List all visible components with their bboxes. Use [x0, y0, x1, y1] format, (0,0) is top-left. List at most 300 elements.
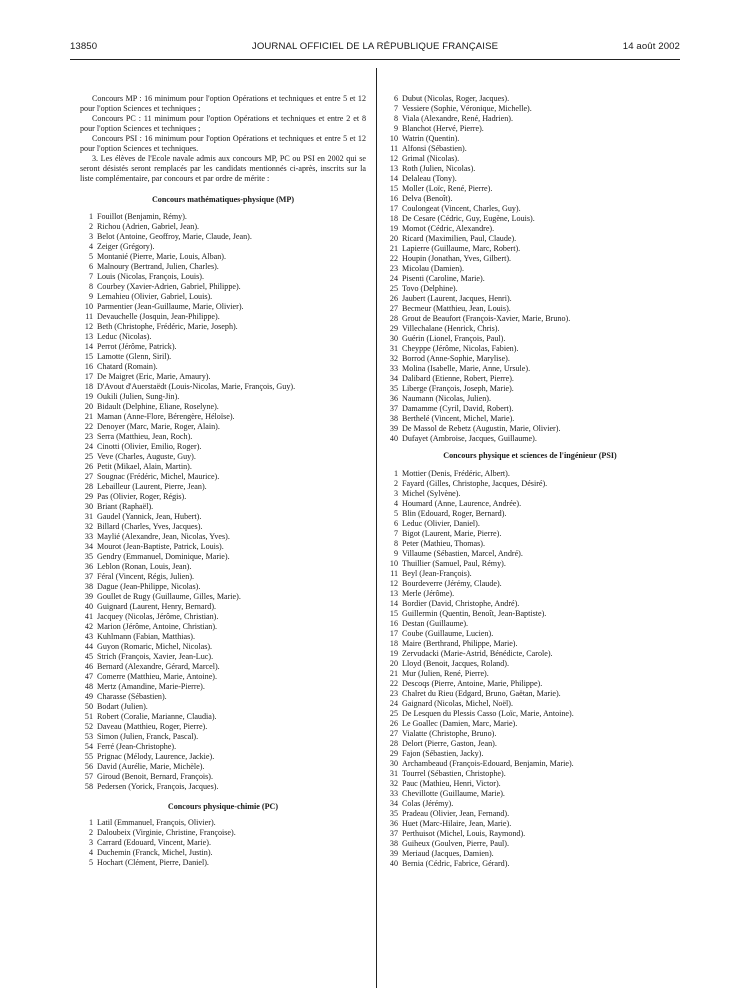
list-item — [385, 849, 675, 859]
candidate-name: Lamotte (Glenn, Siril). — [97, 352, 172, 361]
rank-number: 41 — [84, 612, 93, 621]
candidate-name: Archambeaud (François-Edouard, Benjamin, Marie). — [402, 759, 574, 768]
rank-number: 44 — [84, 642, 93, 651]
rank-number: 17 — [389, 204, 398, 213]
list-item — [385, 194, 675, 204]
candidate-name: Ricard (Maximilien, Paul, Claude). — [402, 234, 517, 243]
rank-number: 34 — [84, 542, 93, 551]
candidate-name: Guérin (Lionel, François, Paul). — [402, 334, 506, 343]
rank-number: 35 — [389, 384, 398, 393]
candidate-name: Pradeau (Olivier, Jean, Fernand). — [402, 809, 510, 818]
candidate-name: Borrod (Anne-Sophie, Marylise). — [402, 354, 510, 363]
rank-number: 11 — [85, 312, 93, 321]
list-pc-part-1 — [80, 818, 366, 868]
candidate-name: Prignac (Mélody, Laurence, Jackie). — [97, 752, 215, 761]
rank-number: 13 — [84, 332, 93, 341]
candidate-name: Giroud (Benoit, Bernard, François). — [97, 772, 213, 781]
rank-number: 29 — [389, 749, 398, 758]
rank-number: 19 — [389, 649, 398, 658]
rank-number: 20 — [84, 402, 93, 411]
rank-number: 25 — [389, 709, 398, 718]
rank-number: 18 — [389, 639, 398, 648]
candidate-name: Pas (Olivier, Roger, Régis). — [97, 492, 187, 501]
list-item — [385, 619, 675, 629]
candidate-name: Leblon (Ronan, Louis, Jean). — [97, 562, 192, 571]
list-item — [80, 432, 366, 442]
candidate-name: Bodart (Julien). — [97, 702, 148, 711]
list-item — [80, 828, 366, 838]
list-item — [385, 224, 675, 234]
candidate-name: De Maigret (Eric, Marie, Amaury). — [97, 372, 211, 381]
candidate-name: Latil (Emmanuel, François, Olivier). — [97, 818, 216, 827]
list-item — [385, 414, 675, 424]
candidate-name: Maman (Anne-Flore, Bérengère, Héloïse). — [97, 412, 235, 421]
candidate-name: Mottier (Denis, Frédéric, Albert). — [402, 469, 510, 478]
candidate-name: David (Aurélie, Marie, Michèle). — [97, 762, 205, 771]
list-item — [385, 729, 675, 739]
candidate-name: Moller (Loïc, René, Pierre). — [402, 184, 493, 193]
rank-number: 14 — [389, 174, 398, 183]
candidate-name: Becmeur (Matthieu, Jean, Louis). — [402, 304, 511, 313]
candidate-name: Thuillier (Samuel, Paul, Rémy). — [402, 559, 506, 568]
rank-number: 53 — [84, 732, 93, 741]
list-item — [80, 312, 366, 322]
list-item — [385, 539, 675, 549]
list-item — [385, 719, 675, 729]
list-item — [385, 254, 675, 264]
rank-number: 15 — [84, 352, 93, 361]
list-item — [80, 682, 366, 692]
list-item — [385, 469, 675, 479]
candidate-name: Lebailleur (Laurent, Pierre, Jean). — [97, 482, 207, 491]
rank-number: 30 — [389, 759, 398, 768]
list-item — [385, 489, 675, 499]
intro-line-pc: Concours PC : 11 minimum pour l'option Opérations et techniques et entre 2 et 8 pour l'option Sciences et techniques ; — [80, 114, 366, 133]
list-item — [80, 622, 366, 632]
list-item — [80, 742, 366, 752]
candidate-name: Pauc (Mathieu, Henri, Victor). — [402, 779, 501, 788]
list-item — [80, 222, 366, 232]
list-item — [385, 124, 675, 134]
section-title-psi: Concours physique et sciences de l'ingénieur (PSI) — [443, 451, 617, 460]
rank-number: 1 — [393, 469, 398, 478]
list-item — [385, 739, 675, 749]
rank-number: 19 — [84, 392, 93, 401]
rank-number: 6 — [393, 519, 398, 528]
right-column — [385, 94, 675, 869]
candidate-name: Guiheux (Goulven, Pierre, Paul). — [402, 839, 509, 848]
candidate-name: Le Goallec (Damien, Marc, Marie). — [402, 719, 518, 728]
rank-number: 29 — [389, 324, 398, 333]
list-item — [80, 552, 366, 562]
list-item — [385, 354, 675, 364]
candidate-name: Leduc (Nicolas). — [97, 332, 152, 341]
rank-number: 5 — [88, 858, 93, 867]
candidate-name: Briant (Raphaël). — [97, 502, 154, 511]
candidate-name: Molina (Isabelle, Marie, Anne, Ursule). — [402, 364, 531, 373]
candidate-name: Daloubeix (Virginie, Christine, Françoise). — [97, 828, 236, 837]
list-item — [385, 679, 675, 689]
rank-number: 19 — [389, 224, 398, 233]
rank-number: 40 — [389, 859, 398, 868]
list-item — [385, 394, 675, 404]
list-item — [80, 472, 366, 482]
rank-number: 37 — [389, 404, 398, 413]
list-item — [385, 284, 675, 294]
candidate-name: Zervudacki (Marie-Astrid, Bénédicte, Carole). — [402, 649, 553, 658]
rank-number: 39 — [389, 424, 398, 433]
rank-number: 33 — [389, 364, 398, 373]
list-item — [385, 779, 675, 789]
list-item — [385, 114, 675, 124]
rank-number: 54 — [84, 742, 93, 751]
list-item — [80, 522, 366, 532]
rank-number: 14 — [84, 342, 93, 351]
candidate-name: Dalibard (Etienne, Robert, Pierre). — [402, 374, 514, 383]
candidate-name: Dubut (Nicolas, Roger, Jacques). — [402, 94, 510, 103]
list-item — [80, 382, 366, 392]
list-item — [385, 629, 675, 639]
rank-number: 30 — [84, 502, 93, 511]
list-item — [80, 572, 366, 582]
list-item — [385, 809, 675, 819]
list-item — [80, 592, 366, 602]
list-item — [80, 542, 366, 552]
list-item — [385, 154, 675, 164]
list-item — [80, 322, 366, 332]
list-item — [80, 848, 366, 858]
rank-number: 5 — [393, 509, 398, 518]
list-item — [385, 204, 675, 214]
list-item — [80, 392, 366, 402]
list-item — [385, 424, 675, 434]
list-item — [80, 332, 366, 342]
rank-number: 47 — [84, 672, 93, 681]
rank-number: 1 — [88, 818, 93, 827]
candidate-name: Villechalane (Henrick, Chris). — [402, 324, 500, 333]
issue-date: 14 août 2002 — [622, 41, 680, 52]
list-item — [385, 609, 675, 619]
list-item — [385, 799, 675, 809]
rank-number: 30 — [389, 334, 398, 343]
rank-number: 36 — [389, 394, 398, 403]
candidate-name: Zeiger (Grégory). — [97, 242, 155, 251]
candidate-name: Colas (Jérémy). — [402, 799, 454, 808]
rank-number: 13 — [389, 164, 398, 173]
rank-number: 40 — [389, 434, 398, 443]
rank-number: 26 — [389, 294, 398, 303]
list-item — [385, 104, 675, 114]
rank-number: 32 — [389, 354, 398, 363]
list-item — [385, 549, 675, 559]
list-item — [80, 692, 366, 702]
list-item — [385, 819, 675, 829]
candidate-name: Oukili (Julien, Sung-Jin). — [97, 392, 180, 401]
list-item — [80, 492, 366, 502]
candidate-name: Parmentier (Jean-Guillaume, Marie, Olivier). — [97, 302, 244, 311]
candidate-name: Bidault (Delphine, Eliane, Roselyne). — [97, 402, 219, 411]
section-title-mp: Concours mathématiques-physique (MP) — [151, 195, 295, 204]
candidate-name: Cheyppe (Jérôme, Nicolas, Fabien). — [402, 344, 519, 353]
list-item — [80, 282, 366, 292]
rank-number: 4 — [393, 499, 398, 508]
intro-line-mp: Concours MP : 16 minimum pour l'option Opérations et techniques et entre 5 et 12 pour l'option Sciences et techniques ; — [80, 94, 366, 113]
list-item — [385, 184, 675, 194]
list-item — [385, 599, 675, 609]
list-item — [385, 144, 675, 154]
rank-number: 12 — [389, 579, 398, 588]
candidate-name: De Cesare (Cédric, Guy, Eugène, Louis). — [402, 214, 535, 223]
candidate-name: Chevillotte (Guillaume, Marie). — [402, 789, 505, 798]
candidate-name: D'Avout d'Auerstaëdt (Louis-Nicolas, Marie, François, Guy). — [97, 382, 296, 391]
candidate-name: Viala (Alexandre, René, Hadrien). — [402, 114, 513, 123]
candidate-name: Montanié (Pierre, Marie, Louis, Alban). — [97, 252, 227, 261]
list-mp — [80, 212, 366, 792]
candidate-name: Richou (Adrien, Gabriel, Jean). — [97, 222, 200, 231]
candidate-name: Houmard (Anne, Laurence, Andrée). — [402, 499, 522, 508]
candidate-name: Fajon (Sébastien, Jacky). — [402, 749, 484, 758]
candidate-name: Pisenti (Caroline, Marie). — [402, 274, 485, 283]
candidate-name: Mur (Julien, René, Pierre). — [402, 669, 489, 678]
rank-number: 7 — [88, 272, 93, 281]
list-item — [385, 164, 675, 174]
candidate-name: Houpin (Jonathan, Yves, Gilbert). — [402, 254, 512, 263]
rank-number: 33 — [389, 789, 398, 798]
rank-number: 11 — [390, 569, 398, 578]
candidate-name: Devauchelle (Josquin, Jean-Philippe). — [97, 312, 220, 321]
candidate-name: Bigot (Laurent, Marie, Pierre). — [402, 529, 502, 538]
rank-number: 22 — [389, 679, 398, 688]
rank-number: 49 — [84, 692, 93, 701]
candidate-name: Dague (Jean-Philippe, Nicolas). — [97, 582, 201, 591]
header-rule — [70, 59, 680, 60]
rank-number: 15 — [389, 609, 398, 618]
rank-number: 23 — [389, 689, 398, 698]
candidate-name: Delaleau (Tony). — [402, 174, 457, 183]
rank-number: 3 — [88, 838, 93, 847]
list-item — [385, 364, 675, 374]
candidate-name: Destan (Guillaume). — [402, 619, 469, 628]
candidate-name: Hochart (Clément, Pierre, Daniel). — [97, 858, 209, 867]
rank-number: 11 — [390, 144, 398, 153]
candidate-name: Serra (Matthieu, Jean, Roch). — [97, 432, 193, 441]
list-item — [80, 722, 366, 732]
rank-number: 36 — [84, 562, 93, 571]
list-item — [80, 752, 366, 762]
candidate-name: Maire (Berthrand, Philippe, Marie). — [402, 639, 518, 648]
rank-number: 57 — [84, 772, 93, 781]
rank-number: 24 — [84, 442, 93, 451]
candidate-name: Micolau (Damien). — [402, 264, 465, 273]
list-item — [385, 344, 675, 354]
list-item — [80, 452, 366, 462]
rank-number: 35 — [389, 809, 398, 818]
list-item — [385, 519, 675, 529]
candidate-name: Fayard (Gilles, Christophe, Jacques, Désiré). — [402, 479, 548, 488]
list-item — [385, 304, 675, 314]
rank-number: 28 — [389, 314, 398, 323]
candidate-name: Huet (Marc-Hilaire, Jean, Marie). — [402, 819, 512, 828]
candidate-name: Merle (Jérôme). — [402, 589, 455, 598]
candidate-name: Tourrel (Sébastien, Christophe). — [402, 769, 506, 778]
candidate-name: Beyl (Jean-François). — [402, 569, 472, 578]
candidate-name: Berthelé (Vincent, Michel, Marie). — [402, 414, 515, 423]
candidate-name: Peter (Mathieu, Thomas). — [402, 539, 486, 548]
list-item — [80, 762, 366, 772]
list-item — [80, 582, 366, 592]
candidate-name: Bernia (Cédric, Fabrice, Gérard). — [402, 859, 510, 868]
intro-paragraph-3: 3. Les élèves de l'Ecole navale admis aux concours MP, PC ou PSI en 2002 qui se seront désistés seront remplacés par les candidats mentionnés ci-après, inscrits sur la liste complémentaire, par concours et par ordre de mérite : — [80, 154, 366, 183]
list-item — [80, 352, 366, 362]
rank-number: 12 — [389, 154, 398, 163]
candidate-name: Malnoury (Bertrand, Julien, Charles). — [97, 262, 219, 271]
rank-number: 8 — [393, 114, 398, 123]
candidate-name: Delort (Pierre, Gaston, Jean). — [402, 739, 497, 748]
candidate-name: Cinotti (Olivier, Emilio, Roger). — [97, 442, 202, 451]
list-item — [385, 509, 675, 519]
list-item — [385, 569, 675, 579]
journal-title: JOURNAL OFFICIEL DE LA RÉPUBLIQUE FRANÇAISE — [251, 41, 499, 52]
list-item — [385, 374, 675, 384]
rank-number: 45 — [84, 652, 93, 661]
candidate-name: Vessiere (Sophie, Véronique, Michelle). — [402, 104, 532, 113]
candidate-name: Gendry (Emmanuel, Dominique, Marie). — [97, 552, 230, 561]
list-item — [80, 342, 366, 352]
rank-number: 48 — [84, 682, 93, 691]
rank-number: 4 — [88, 848, 93, 857]
rank-number: 28 — [84, 482, 93, 491]
rank-number: 56 — [84, 762, 93, 771]
list-item — [385, 94, 675, 104]
candidate-name: Grimal (Nicolas). — [402, 154, 460, 163]
left-column — [80, 94, 366, 868]
list-item — [80, 632, 366, 642]
candidate-name: Michel (Sylvène). — [402, 489, 461, 498]
candidate-name: Ferré (Jean-Christophe). — [97, 742, 177, 751]
list-item — [385, 174, 675, 184]
candidate-name: Féral (Vincent, Régis, Julien). — [97, 572, 195, 581]
rank-number: 20 — [389, 234, 398, 243]
intro-line-psi: Concours PSI : 16 minimum pour l'option Opérations et techniques et entre 5 et 12 pour l'option Sciences et techniques. — [80, 134, 366, 153]
candidate-name: Meriaud (Jacques, Damien). — [402, 849, 494, 858]
list-item — [80, 602, 366, 612]
rank-number: 10 — [389, 134, 398, 143]
rank-number: 16 — [84, 362, 93, 371]
list-item — [80, 642, 366, 652]
rank-number: 1 — [88, 212, 93, 221]
list-item — [385, 264, 675, 274]
list-item — [80, 772, 366, 782]
list-item — [80, 612, 366, 622]
rank-number: 35 — [84, 552, 93, 561]
column-divider — [376, 68, 377, 988]
rank-number: 5 — [88, 252, 93, 261]
list-item — [385, 859, 675, 869]
list-item — [385, 699, 675, 709]
list-item — [80, 422, 366, 432]
list-item — [80, 672, 366, 682]
list-item — [385, 589, 675, 599]
list-item — [80, 712, 366, 722]
list-item — [80, 372, 366, 382]
list-item — [385, 659, 675, 669]
list-item — [80, 482, 366, 492]
rank-number: 34 — [389, 374, 398, 383]
candidate-name: Denoyer (Marc, Marie, Roger, Alain). — [97, 422, 220, 431]
rank-number: 43 — [84, 632, 93, 641]
list-item — [385, 244, 675, 254]
candidate-name: Perrot (Jérôme, Patrick). — [97, 342, 177, 351]
list-item — [385, 384, 675, 394]
candidate-name: Simon (Julien, Franck, Pascal). — [97, 732, 199, 741]
rank-number: 21 — [84, 412, 93, 421]
rank-number: 22 — [84, 422, 93, 431]
list-item — [385, 829, 675, 839]
rank-number: 39 — [389, 849, 398, 858]
rank-number: 6 — [88, 262, 93, 271]
candidate-name: Louis (Nicolas, François, Louis). — [97, 272, 205, 281]
candidate-name: Coulongeat (Vincent, Charles, Guy). — [402, 204, 521, 213]
rank-number: 18 — [389, 214, 398, 223]
list-item — [80, 782, 366, 792]
list-item — [385, 529, 675, 539]
rank-number: 40 — [84, 602, 93, 611]
rank-number: 22 — [389, 254, 398, 263]
rank-number: 13 — [389, 589, 398, 598]
list-item — [385, 434, 675, 444]
list-item — [80, 858, 366, 868]
candidate-name: Perthuisot (Michel, Louis, Raymond). — [402, 829, 526, 838]
rank-number: 31 — [389, 769, 398, 778]
candidate-name: Roth (Julien, Nicolas). — [402, 164, 476, 173]
candidate-name: Delva (Benoît). — [402, 194, 453, 203]
rank-number: 8 — [393, 539, 398, 548]
candidate-name: Duchemin (Franck, Michel, Justin). — [97, 848, 213, 857]
rank-number: 23 — [84, 432, 93, 441]
rank-number: 3 — [393, 489, 398, 498]
rank-number: 29 — [84, 492, 93, 501]
list-item — [80, 532, 366, 542]
rank-number: 10 — [84, 302, 93, 311]
rank-number: 12 — [84, 322, 93, 331]
list-item — [80, 272, 366, 282]
candidate-name: Guyon (Romaric, Michel, Nicolas). — [97, 642, 213, 651]
candidate-name: Veve (Charles, Auguste, Guy). — [97, 452, 196, 461]
rank-number: 26 — [84, 462, 93, 471]
candidate-name: Momot (Cédric, Alexandre). — [402, 224, 495, 233]
rank-number: 50 — [84, 702, 93, 711]
list-item — [80, 242, 366, 252]
candidate-name: Damamme (Cyril, David, Robert). — [402, 404, 514, 413]
candidate-name: Villaume (Sébastien, Marcel, André). — [402, 549, 523, 558]
rank-number: 31 — [84, 512, 93, 521]
list-item — [385, 749, 675, 759]
candidate-name: Beth (Christophe, Frédéric, Marie, Joseph). — [97, 322, 238, 331]
list-item — [80, 732, 366, 742]
rank-number: 39 — [84, 592, 93, 601]
candidate-name: Goullet de Rugy (Guillaume, Gilles, Marie). — [97, 592, 241, 601]
list-item — [80, 402, 366, 412]
list-item — [80, 292, 366, 302]
list-pc-part-2 — [385, 94, 675, 444]
list-item — [385, 314, 675, 324]
rank-number: 38 — [389, 839, 398, 848]
rank-number: 24 — [389, 274, 398, 283]
rank-number: 25 — [84, 452, 93, 461]
list-item — [385, 404, 675, 414]
list-item — [80, 412, 366, 422]
rank-number: 7 — [393, 529, 398, 538]
